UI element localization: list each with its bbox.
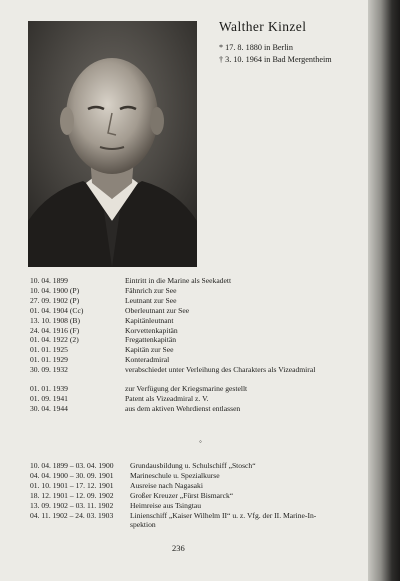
book-spine-shadow <box>368 0 400 581</box>
entry: Patent als Vizeadmiral z. V. <box>125 393 209 403</box>
date-range: 18. 12. 1901 – 12. 09. 1902 <box>30 490 114 500</box>
entry: Fähnrich zur See <box>125 285 177 295</box>
date: 13. 10. 1908 (B) <box>30 315 80 325</box>
entry: Heimreise aus Tsingtau <box>130 500 202 510</box>
entry: Fregattenkapitän <box>125 335 177 345</box>
career-row <box>30 326 315 336</box>
entry: zur Verfügung der Kriegsmarine gestellt <box>125 384 248 393</box>
date-range: 01. 10. 1901 – 17. 12. 1901 <box>30 480 114 490</box>
career-row <box>30 355 315 365</box>
date-range: 13. 09. 1902 – 03. 11. 1902 <box>30 500 114 510</box>
entry: Oberleutnant zur See <box>125 305 190 315</box>
later-row <box>30 384 247 394</box>
date-range <box>30 520 130 530</box>
entry: aus dem aktiven Wehrdienst entlassen <box>125 403 241 413</box>
date: 30. 04. 1944 <box>30 403 68 413</box>
date: 01. 04. 1922 (2) <box>30 335 79 345</box>
career-list <box>30 276 315 375</box>
career-row <box>30 296 315 306</box>
person-name: Walther Kinzel <box>219 19 307 34</box>
training-row <box>30 491 316 501</box>
training-row <box>30 461 316 471</box>
portrait-image <box>28 21 197 267</box>
training-row <box>30 501 316 511</box>
entry: Konteradmiral <box>125 355 170 365</box>
entry: Eintritt in die Marine als Seekadett <box>125 276 232 285</box>
date: 01. 01. 1925 <box>30 345 68 355</box>
date-range: 10. 04. 1899 – 03. 04. 1900 <box>30 461 114 470</box>
date: 10. 04. 1900 (P) <box>30 285 80 295</box>
date: 01. 01. 1929 <box>30 355 68 365</box>
career-row <box>30 365 315 375</box>
entry: Korvettenkapitän <box>125 325 178 335</box>
date: 01. 01. 1939 <box>30 384 68 393</box>
date-range: 04. 04. 1900 – 30. 09. 1901 <box>30 470 114 480</box>
date: 01. 04. 1904 (Cc) <box>30 305 84 315</box>
date: 01. 09. 1941 <box>30 393 68 403</box>
entry: Kapitän zur See <box>125 345 174 355</box>
entry: Grundausbildung u. Schulschiff „Stosch“ <box>130 461 256 470</box>
career-row <box>30 306 315 316</box>
later-list <box>30 384 247 414</box>
training-row <box>30 471 316 481</box>
training-row <box>30 481 316 491</box>
entry: Leutnant zur See <box>125 295 177 305</box>
later-row <box>30 394 247 404</box>
date-range: 04. 11. 1902 – 24. 03. 1903 <box>30 510 114 520</box>
later-row <box>30 404 247 414</box>
life-dates <box>219 42 332 66</box>
death-line: † 3. 10. 1964 in Bad Mergentheim <box>219 55 332 64</box>
entry: verabschiedet unter Verleihung des Charakters als Vizeadmiral <box>125 365 316 375</box>
entry: Großer Kreuzer „Fürst Bismarck“ <box>130 490 234 500</box>
entry: Linienschiff „Kaiser Wilhelm II“ u. z. Vfg. der II. Marine-In- <box>130 510 317 520</box>
date: 30. 09. 1932 <box>30 365 68 375</box>
career-row <box>30 276 315 286</box>
training-list <box>30 461 316 530</box>
section-separator: ◦ <box>199 437 202 446</box>
training-row <box>30 511 316 521</box>
entry: spektion <box>130 520 156 530</box>
portrait-photo <box>28 21 197 267</box>
page-number: 236 <box>172 543 185 553</box>
date: 24. 04. 1916 (F) <box>30 325 80 335</box>
entry: Ausreise nach Nagasaki <box>130 480 203 490</box>
entry: Marineschule u. Spezialkurse <box>130 470 220 480</box>
entry: Kapitänleutnant <box>125 315 174 325</box>
date: 10. 04. 1899 <box>30 276 68 285</box>
career-row <box>30 345 315 355</box>
date: 27. 09. 1902 (P) <box>30 295 80 305</box>
career-row <box>30 335 315 345</box>
training-row <box>30 520 316 530</box>
career-row <box>30 316 315 326</box>
birth-line: * 17. 8. 1880 in Berlin <box>219 43 293 52</box>
career-row <box>30 286 315 296</box>
